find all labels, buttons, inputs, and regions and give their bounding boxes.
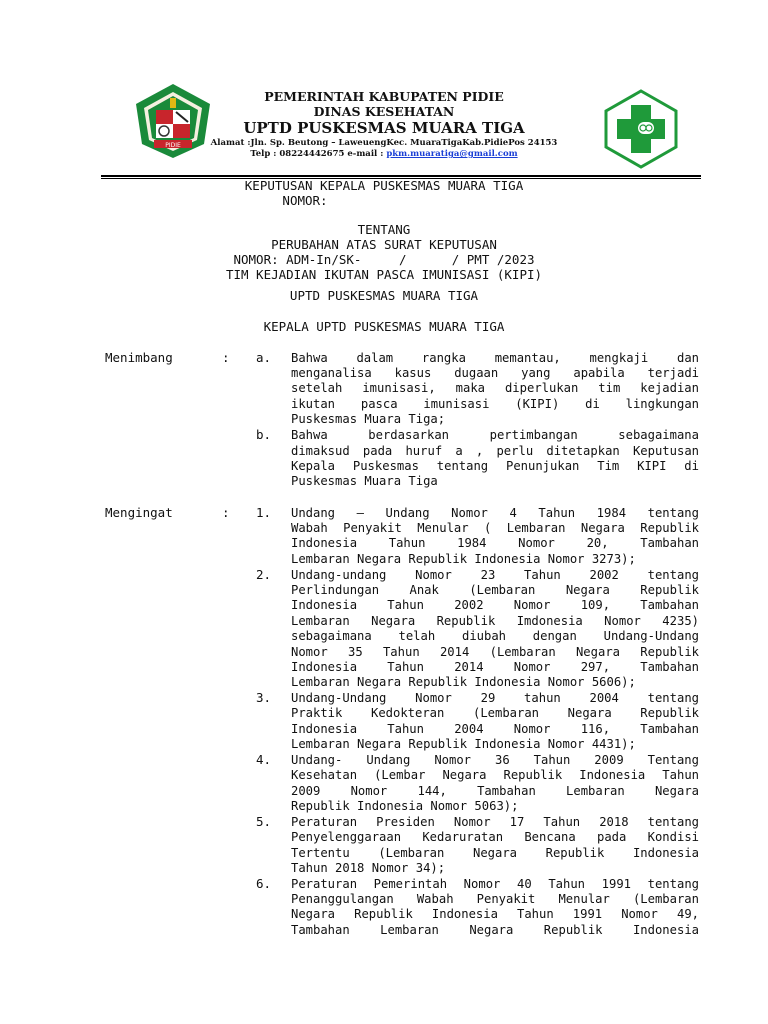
mengingat-3-line: Lembaran Negara Republik Indonesia Nomor 4431);: [291, 737, 636, 751]
mengingat-6-line: Tambahan Lembaran Negara Republik Indonesia: [291, 923, 699, 937]
menimbang-a-line: setelah imunisasi, maka diperlukan tim kejadian: [291, 381, 699, 395]
mengingat-5-line: Penyelenggaraan Kedaruratan Bencana pada Kondisi: [291, 830, 699, 844]
subject-line3: UPTD PUSKESMAS MUARA TIGA: [289, 288, 479, 303]
menimbang-a-line: ikutan pasca imunisasi (KIPI) di lingkungan: [291, 397, 699, 411]
menimbang-b-line: dimaksud pada huruf a , perlu ditetapkan Keputusan: [291, 444, 699, 458]
subject-line1: PERUBAHAN ATAS SURAT KEPUTUSAN: [271, 237, 497, 252]
menimbang-label: Menimbang: [105, 350, 173, 365]
mengingat-2-line: Lembaran Negara Republik Imdonesia Nomor 4235): [291, 614, 699, 628]
email-link[interactable]: pkm.muaratiga@gmail.com: [386, 149, 518, 159]
letterhead-address: Alamat :Jln. Sp. Beutong – LaweuengKec. MuaraTigaKab.PidiePos 24153: [210, 138, 558, 148]
mengingat-4-line: Republik Indonesia Nomor 5063);: [291, 799, 519, 813]
menimbang-marker-b: b.: [256, 427, 272, 442]
mengingat-marker-5: 5.: [256, 814, 272, 829]
mengingat-5-line: Tahun 2018 Nomor 34);: [291, 861, 446, 875]
mengingat-1-line: Indonesia Tahun 1984 Nomor 20, Tambahan: [291, 536, 699, 550]
menimbang-a-line: menganalisa kasus dugaan yang apabila terjadi: [291, 366, 699, 380]
menimbang-b-line: Puskesmas Muara Tiga: [291, 474, 438, 488]
mengingat-4-line: 2009 Nomor 144, Tambahan Lembaran Negara: [291, 784, 699, 798]
subject-line2: TIM KEJADIAN IKUTAN PASCA IMUNISASI (KIPI): [225, 267, 543, 282]
mengingat-colon: :: [222, 505, 230, 520]
mengingat-4-line: Kesehatan (Lembar Negara Republik Indonesia Tahun: [291, 768, 699, 782]
header-rule-thick: [101, 175, 701, 177]
mengingat-marker-1: 1.: [256, 505, 272, 520]
mengingat-3-line: Praktik Kedokteran (Lembaran Negara Republik: [291, 706, 699, 720]
tentang-heading: TENTANG: [357, 222, 411, 237]
mengingat-2-line: Undang-undang Nomor 23 Tahun 2002 tentang: [291, 568, 699, 582]
mengingat-2-line: Indonesia Tahun 2014 Nomor 297, Tambahan: [291, 660, 699, 674]
mengingat-2-line: Perlindungan Anak (Lembaran Negara Republik: [291, 583, 699, 597]
mengingat-marker-6: 6.: [256, 876, 272, 891]
mengingat-5-line: Peraturan Presiden Nomor 17 Tahun 2018 tentang: [291, 815, 699, 829]
mengingat-2-line: sebagaimana telah diubah dengan Undang-Undang: [291, 629, 699, 643]
mengingat-marker-2: 2.: [256, 567, 272, 582]
subject-number: NOMOR: ADM-In/SK- / / PMT /2023: [233, 252, 535, 267]
mengingat-6-line: Negara Republik Indonesia Tahun 1991 Nomor 49,: [291, 907, 699, 921]
logo-label: PIDIE: [165, 142, 181, 149]
menimbang-a-line: Puskesmas Muara Tiga;: [291, 412, 446, 426]
menimbang-b-line: Bahwa berdasarkan pertimbangan sebagaimana: [291, 428, 699, 442]
menimbang-marker-a: a.: [256, 350, 272, 365]
mengingat-2-line: Lembaran Negara Republik Indonesia Nomor 5606);: [291, 675, 636, 689]
letterhead-line1: PEMERINTAH KABUPATEN PIDIE: [264, 89, 504, 104]
decree-title: KEPUTUSAN KEPALA PUSKESMAS MUARA TIGA: [244, 178, 524, 193]
mengingat-1-line: Undang – Undang Nomor 4 Tahun 1984 tentang: [291, 506, 699, 520]
issuer-heading: KEPALA UPTD PUSKESMAS MUARA TIGA: [263, 319, 505, 334]
menimbang-a-line: Bahwa dalam rangka memantau, mengkaji dan: [291, 351, 699, 365]
decree-number-label: NOMOR:: [282, 193, 328, 208]
letterhead-contact: [0, 149, 768, 159]
mengingat-1-line: Wabah Penyakit Menular ( Lembaran Negara Republik: [291, 521, 699, 535]
phone-text: Telp : 08224442675 e-mail :: [250, 149, 387, 159]
mengingat-5-line: Tertentu (Lembaran Negara Republik Indonesia: [291, 846, 699, 860]
menimbang-b-line: Kepala Puskesmas tentang Penunjukan Tim KIPI di: [291, 459, 699, 473]
letterhead-line3: UPTD PUSKESMAS MUARA TIGA: [243, 119, 525, 137]
mengingat-2-line: Nomor 35 Tahun 2014 (Lembaran Negara Republik: [291, 645, 699, 659]
mengingat-3-line: Indonesia Tahun 2004 Nomor 116, Tambahan: [291, 722, 699, 736]
mengingat-6-line: Peraturan Pemerintah Nomor 40 Tahun 1991 tentang: [291, 877, 699, 891]
letterhead-line2: DINAS KESEHATAN: [313, 104, 455, 119]
mengingat-2-line: Indonesia Tahun 2002 Nomor 109, Tambahan: [291, 598, 699, 612]
mengingat-3-line: Undang-Undang Nomor 29 tahun 2004 tentang: [291, 691, 699, 705]
mengingat-marker-3: 3.: [256, 690, 272, 705]
mengingat-marker-4: 4.: [256, 752, 272, 767]
mengingat-4-line: Undang- Undang Nomor 36 Tahun 2009 Tentang: [291, 753, 699, 767]
mengingat-1-line: Lembaran Negara Republik Indonesia Nomor 3273);: [291, 552, 636, 566]
mengingat-label: Mengingat: [105, 505, 173, 520]
mengingat-6-line: Penanggulangan Wabah Penyakit Menular (Lembaran: [291, 892, 699, 906]
menimbang-colon: :: [222, 350, 230, 365]
